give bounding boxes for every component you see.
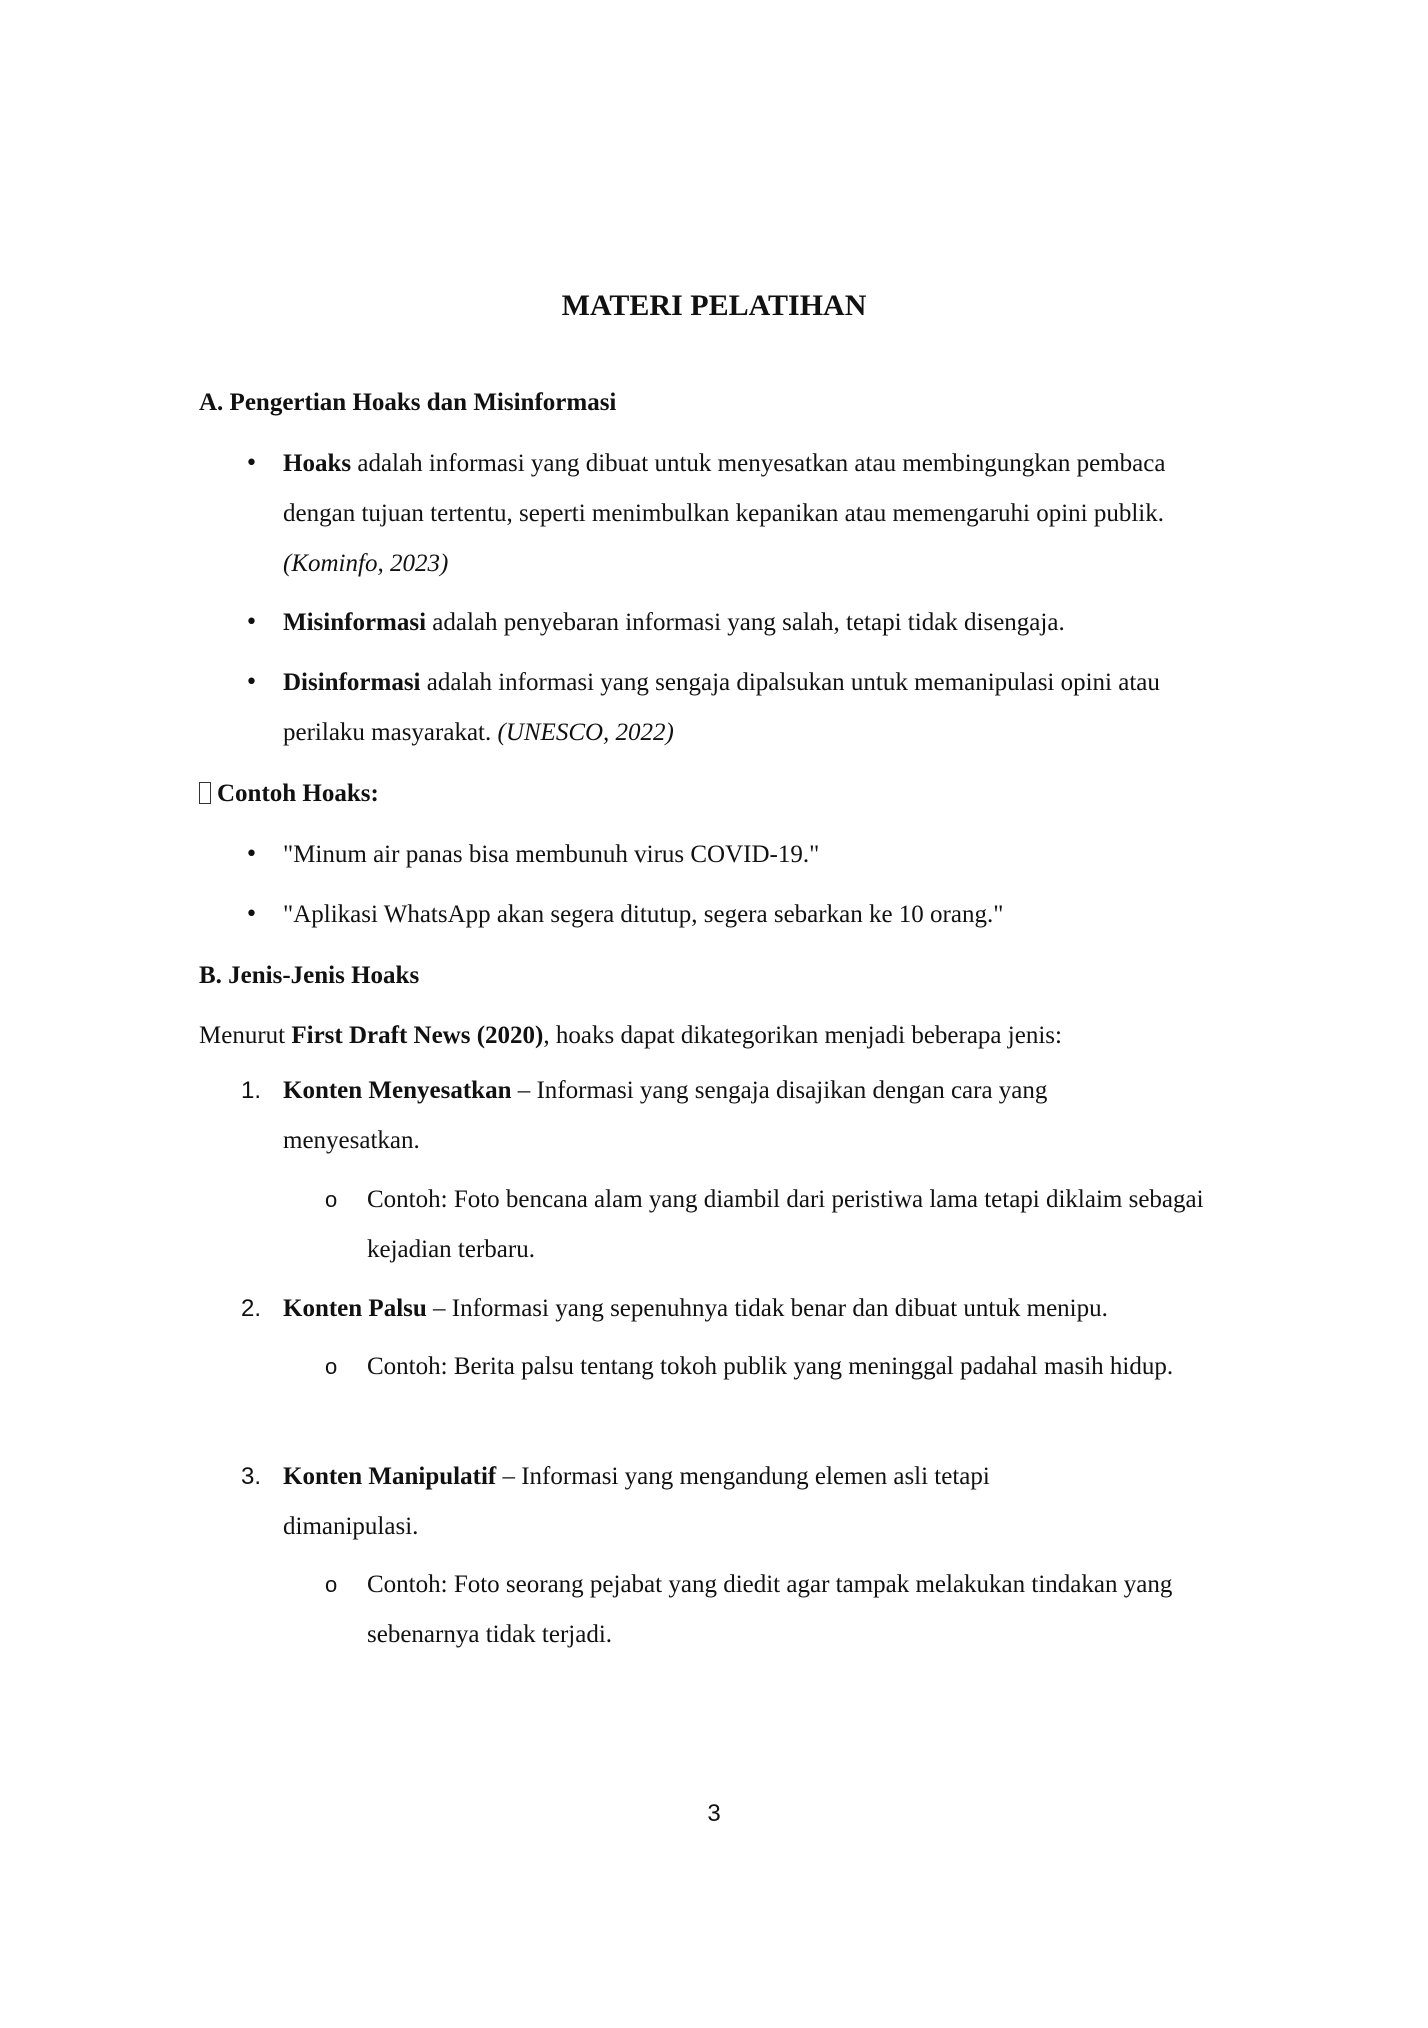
- citation: (UNESCO, 2022): [497, 719, 674, 746]
- examples-heading-text: Contoh Hoaks:: [217, 780, 379, 807]
- list-item: [241, 1066, 1183, 1166]
- intro-text: , hoaks dapat dikategorikan menjadi beberapa jenis:: [543, 1022, 1062, 1049]
- examples-heading: [199, 778, 379, 810]
- term: Konten Manipulatif: [283, 1463, 497, 1490]
- page-number: 3: [707, 1800, 721, 1827]
- list-number: 1.: [241, 1077, 262, 1104]
- bullet-marker: •: [245, 902, 258, 927]
- list-item: [245, 890, 1243, 940]
- missing-glyph-icon: [199, 782, 211, 804]
- sub-marker: o: [325, 1572, 338, 1597]
- example-text: Contoh: Foto seorang pejabat yang diedit agar tampak melakukan tindakan yang sebenarnya tidak terjadi.: [367, 1571, 1173, 1648]
- bullet-marker: •: [245, 842, 258, 867]
- example-text: Contoh: Foto bencana alam yang diambil dari peristiwa lama tetapi diklaim sebagai kejadian terbaru.: [367, 1186, 1204, 1263]
- term: Konten Palsu: [283, 1295, 427, 1322]
- list-item: [241, 1284, 1243, 1334]
- list-item: [245, 598, 1243, 648]
- sub-list-item: [325, 1560, 1247, 1660]
- definition-text: – Informasi yang sepenuhnya tidak benar dan dibuat untuk menipu.: [426, 1295, 1108, 1322]
- sub-marker: o: [325, 1187, 338, 1212]
- definition-text: adalah informasi yang sengaja dipalsukan untuk memanipulasi opini atau perilaku masyarakat.: [283, 669, 1160, 746]
- list-number: 3.: [241, 1463, 262, 1490]
- definition-text: adalah informasi yang dibuat untuk menyesatkan atau membingungkan pembaca dengan tujuan tertentu, seperti menimbulkan kepanikan atau memengaruhi opini publik.: [283, 450, 1166, 527]
- section-b-heading: B. Jenis-Jenis Hoaks: [199, 962, 420, 989]
- section-b-intro: [199, 1020, 1062, 1052]
- intro-text: Menurut: [199, 1022, 292, 1049]
- list-item: [245, 439, 1243, 589]
- sub-list-item: [325, 1342, 1207, 1392]
- source-name: First Draft News (2020): [291, 1022, 544, 1049]
- term: Misinformasi: [283, 609, 427, 636]
- page-title: MATERI PELATIHAN: [561, 289, 867, 322]
- list-item: [241, 1452, 1113, 1552]
- definition-text: – Informasi yang mengandung elemen asli tetapi dimanipulasi.: [283, 1463, 990, 1540]
- list-item: [245, 658, 1243, 758]
- example-text: Contoh: Berita palsu tentang tokoh publik yang meninggal padahal masih hidup.: [367, 1353, 1174, 1380]
- bullet-marker: •: [245, 610, 258, 635]
- term: Konten Menyesatkan: [283, 1077, 512, 1104]
- list-number: 2.: [241, 1295, 262, 1322]
- example-text: "Minum air panas bisa membunuh virus COVID-19.": [283, 841, 820, 868]
- term: Hoaks: [283, 450, 352, 477]
- list-item: [245, 830, 1243, 880]
- term: Disinformasi: [283, 669, 421, 696]
- section-a-heading: A. Pengertian Hoaks dan Misinformasi: [199, 389, 617, 416]
- definition-text: adalah penyebaran informasi yang salah, tetapi tidak disengaja.: [426, 609, 1065, 636]
- bullet-marker: •: [245, 451, 258, 476]
- example-text: "Aplikasi WhatsApp akan segera ditutup, segera sebarkan ke 10 orang.": [283, 901, 1004, 928]
- sub-marker: o: [325, 1354, 338, 1379]
- citation: (Kominfo, 2023): [283, 550, 449, 577]
- sub-list-item: [325, 1175, 1227, 1275]
- bullet-marker: •: [245, 670, 258, 695]
- definition-text: – Informasi yang sengaja disajikan dengan cara yang menyesatkan.: [283, 1077, 1048, 1154]
